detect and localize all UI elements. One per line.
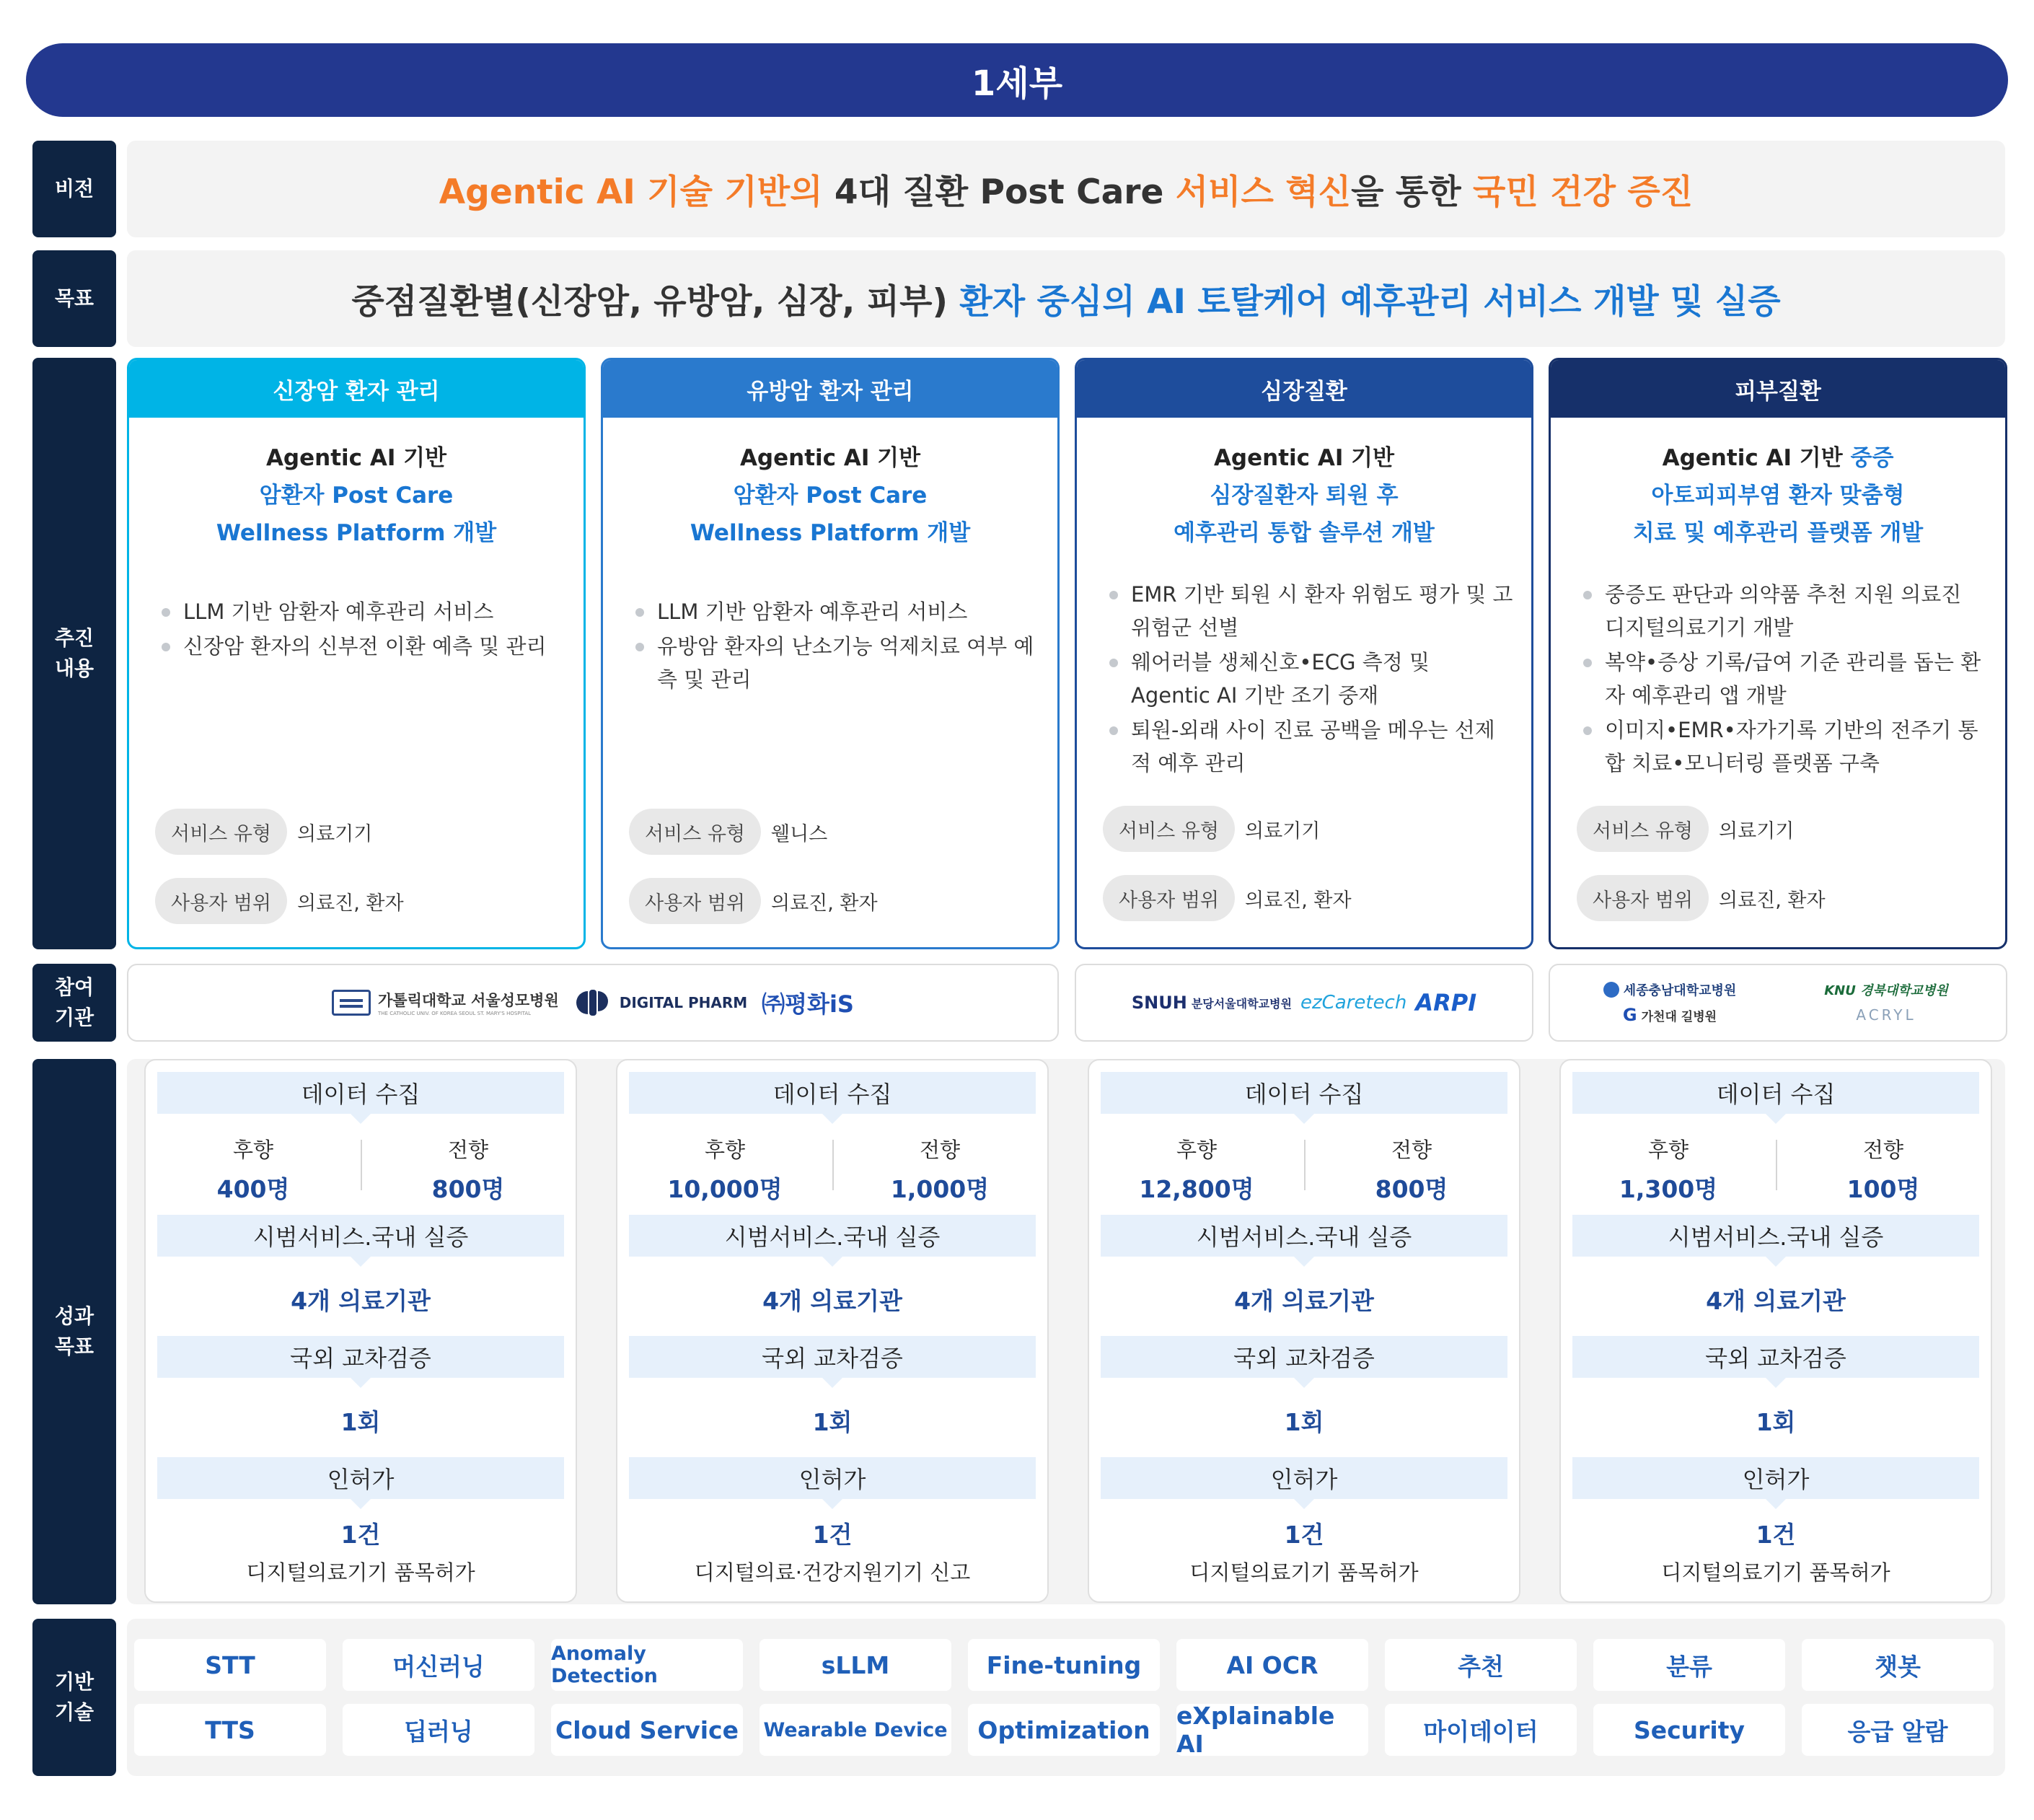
gachon-name: 가천대 길병원 xyxy=(1641,1009,1717,1024)
service-type-tag: 서비스 유형 xyxy=(629,809,761,855)
prospective-block xyxy=(832,1134,1047,1205)
card-title-line3: 예후관리 통합 솔루션 개발 xyxy=(1174,520,1435,546)
pilot-header: 시범서비스.국내 실증 xyxy=(1572,1215,1979,1257)
service-type-value: 웰니스 xyxy=(771,822,828,845)
cross-validation-header: 국외 교차검증 xyxy=(629,1336,1036,1378)
label-vision xyxy=(32,141,116,237)
service-type-row xyxy=(1103,806,1320,852)
vision-part-2: 4대 질환 Post Care xyxy=(822,172,1176,212)
user-scope-tag: 사용자 범위 xyxy=(1103,875,1235,921)
pyunghwa-logo xyxy=(762,986,854,1019)
card-title-line1: Agentic AI 기반 xyxy=(739,445,921,471)
card-title-line2: 아토피피부염 환자 맞춤형 xyxy=(1651,483,1905,509)
service-type-row xyxy=(629,809,827,855)
label-content xyxy=(32,358,116,949)
pilot-value: 4개 의료기관 xyxy=(762,1287,902,1315)
retrospective-label: 후향 xyxy=(1176,1138,1218,1162)
card-title-line1: Agentic AI 기반 xyxy=(265,445,447,471)
prospective-value: 1,000명 xyxy=(890,1175,990,1203)
vision-part-1: Agentic AI 기술 기반의 xyxy=(439,172,823,212)
bullet-item: LLM 기반 암환자 예후관리 서비스 xyxy=(633,595,1040,628)
prospective-value: 100명 xyxy=(1846,1175,1920,1203)
bullet-item: LLM 기반 암환자 예후관리 서비스 xyxy=(159,595,566,628)
pilot-value: 4개 의료기관 xyxy=(1234,1287,1374,1315)
digital-pharm-logo xyxy=(573,987,747,1019)
retrospective-block xyxy=(1561,1134,1776,1205)
tech-chip: AI OCR xyxy=(1176,1639,1368,1691)
label-content-line1: 추진 xyxy=(54,626,94,650)
card-header: 신장암 환자 관리 xyxy=(129,360,584,418)
card-title xyxy=(1077,439,1531,552)
card-title-line3: Wellness Platform 개발 xyxy=(216,520,497,546)
data-collection-header: 데이터 수집 xyxy=(157,1072,564,1114)
snuh-logo xyxy=(1132,993,1292,1013)
approval-value: 1건 xyxy=(1756,1521,1796,1549)
service-type-row xyxy=(1577,806,1794,852)
vision-part-3: 서비스 혁신 xyxy=(1175,172,1352,212)
prospective-value: 800명 xyxy=(431,1175,505,1203)
vision-part-4: 을 통한 xyxy=(1351,172,1474,212)
digital-pharm-icon xyxy=(573,987,615,1019)
data-collection-header: 데이터 수집 xyxy=(1101,1072,1507,1114)
retrospective-label: 후향 xyxy=(232,1138,274,1162)
approval-note: 디지털의료·건강지원기기 신고 xyxy=(694,1560,971,1585)
vision-banner xyxy=(127,141,2005,237)
retrospective-block xyxy=(146,1134,361,1205)
card-bullets xyxy=(159,595,566,664)
card-title xyxy=(603,439,1057,552)
catholic-subname: THE CATHOLIC UNIV. OF KOREA SEOUL ST. MARY'S HOSPITAL xyxy=(378,1011,532,1016)
snuh-mark: SNUH xyxy=(1131,993,1187,1013)
tech-chip: 챗봇 xyxy=(1802,1639,1994,1691)
user-scope-value: 의료진, 환자 xyxy=(1245,889,1352,912)
user-scope-tag: 사용자 범위 xyxy=(1577,875,1709,921)
tech-chip: Anomaly Detection xyxy=(551,1639,743,1691)
cross-validation-value: 1회 xyxy=(1756,1408,1796,1436)
catholic-emblem-icon xyxy=(332,990,371,1016)
retrospective-label: 후향 xyxy=(1647,1138,1689,1162)
approval-header: 인허가 xyxy=(629,1457,1036,1499)
goal-part-1: 중점질환별(신장암, 유방암, 심장, 피부) xyxy=(351,281,960,322)
catholic-logo xyxy=(332,989,559,1016)
tech-chip: Fine-tuning xyxy=(968,1639,1160,1691)
institutions-heart xyxy=(1075,964,1533,1042)
retrospective-label: 후향 xyxy=(704,1138,746,1162)
bullet-item: 웨어러블 생체신호•ECG 측정 및 Agentic AI 기반 조기 중재 xyxy=(1107,646,1514,712)
user-scope-row xyxy=(1577,875,1826,921)
card-bullets xyxy=(1107,578,1514,781)
service-type-tag: 서비스 유형 xyxy=(1577,806,1709,852)
tech-chip: 추천 xyxy=(1385,1639,1577,1691)
outcome-column xyxy=(1088,1059,1520,1603)
card-title xyxy=(129,439,584,552)
retrospective-block xyxy=(617,1134,832,1205)
arpi-logo xyxy=(1415,989,1476,1016)
user-scope-value: 의료진, 환자 xyxy=(297,892,404,915)
retrospective-value: 10,000명 xyxy=(667,1175,783,1203)
chungnam-name: 세종충남대학교병원 xyxy=(1623,983,1737,998)
cross-validation-header: 국외 교차검증 xyxy=(1101,1336,1507,1378)
outcome-column xyxy=(616,1059,1049,1603)
data-collection-header: 데이터 수집 xyxy=(629,1072,1036,1114)
title-bar xyxy=(26,43,2008,117)
snuh-name: 분당서울대학교병원 xyxy=(1191,996,1292,1011)
user-scope-row xyxy=(1103,875,1352,921)
bullet-item: 복약•증상 기록/급여 기준 관리를 돕는 환자 예후관리 앱 개발 xyxy=(1581,646,1988,712)
label-outcomes xyxy=(32,1059,116,1604)
prospective-block xyxy=(1776,1134,1991,1205)
outcome-column xyxy=(1559,1059,1992,1603)
card-heart xyxy=(1075,358,1533,949)
label-content-line2: 내용 xyxy=(54,656,94,680)
tech-chip: sLLM xyxy=(760,1639,951,1691)
user-scope-value: 의료진, 환자 xyxy=(771,892,878,915)
service-type-row xyxy=(155,809,372,855)
tech-chip: 응급 알람 xyxy=(1802,1704,1994,1756)
service-type-tag: 서비스 유형 xyxy=(1103,806,1235,852)
approval-header: 인허가 xyxy=(1101,1457,1507,1499)
page-title: 1세부 xyxy=(971,63,1063,104)
pilot-header: 시범서비스.국내 실증 xyxy=(1101,1215,1507,1257)
cross-validation-value: 1회 xyxy=(340,1408,381,1436)
goal-part-2: 환자 중심의 AI 토탈케어 예후관리 서비스 개발 및 실증 xyxy=(959,281,1781,322)
card-title-line1: Agentic AI 기반 xyxy=(1213,445,1395,471)
approval-value: 1건 xyxy=(812,1521,853,1549)
user-scope-tag: 사용자 범위 xyxy=(155,878,287,924)
approval-header: 인허가 xyxy=(1572,1457,1979,1499)
card-title-line3: 치료 및 예후관리 플랫폼 개발 xyxy=(1632,520,1924,546)
approval-value: 1건 xyxy=(1284,1521,1324,1549)
card-skin xyxy=(1549,358,2007,949)
approval-note: 디지털의료기기 품목허가 xyxy=(246,1560,475,1585)
approval-value: 1건 xyxy=(340,1521,381,1549)
tech-chip: TTS xyxy=(134,1704,326,1756)
prospective-block xyxy=(361,1134,576,1205)
bullet-item: 이미지•EMR•자가기록 기반의 전주기 통합 치료•모니터링 플랫폼 구축 xyxy=(1581,713,1988,780)
tech-chip: Cloud Service xyxy=(551,1704,743,1756)
card-title-line3: Wellness Platform 개발 xyxy=(690,520,971,546)
cross-validation-value: 1회 xyxy=(1284,1408,1324,1436)
tech-chip: Wearable Device xyxy=(760,1704,951,1756)
label-goal xyxy=(32,250,116,347)
bullet-item: 퇴원-외래 사이 진료 공백을 메우는 선제적 예후 관리 xyxy=(1107,713,1514,780)
user-scope-row xyxy=(155,878,404,924)
label-goal-text: 목표 xyxy=(54,286,94,310)
label-tech-line2: 기술 xyxy=(54,1700,94,1724)
card-header: 피부질환 xyxy=(1551,360,2005,418)
label-out-line2: 목표 xyxy=(54,1335,94,1358)
pilot-header: 시범서비스.국내 실증 xyxy=(629,1215,1036,1257)
vision-part-5: 국민 건강 증진 xyxy=(1473,172,1694,212)
pilot-header: 시범서비스.국내 실증 xyxy=(157,1215,564,1257)
approval-note: 디지털의료기기 품목허가 xyxy=(1661,1560,1890,1585)
card-bullets xyxy=(1581,578,1988,781)
bullet-item: 유방암 환자의 난소기능 억제치료 여부 예측 및 관리 xyxy=(633,630,1040,696)
chungnam-logo xyxy=(1562,980,1778,999)
label-inst-line1: 참여 xyxy=(54,975,94,999)
card-title-line1: Agentic AI 기반 xyxy=(1662,445,1843,471)
retrospective-value: 12,800명 xyxy=(1139,1175,1254,1203)
service-type-value: 의료기기 xyxy=(1719,819,1795,843)
tech-chip: eXplainable AI xyxy=(1176,1704,1368,1756)
card-bullets xyxy=(633,595,1040,698)
card-title-line2: 심장질환자 퇴원 후 xyxy=(1210,483,1399,509)
bullet-item: 중증도 판단과 의약품 추천 지원 의료진 디지털의료기기 개발 xyxy=(1581,578,1988,644)
card-header: 심장질환 xyxy=(1077,360,1531,418)
prospective-label: 전향 xyxy=(1391,1138,1432,1162)
tech-chip: 마이데이터 xyxy=(1385,1704,1577,1756)
gachon-emblem-icon: G xyxy=(1622,1005,1637,1025)
user-scope-value: 의료진, 환자 xyxy=(1719,889,1826,912)
institutions-skin xyxy=(1549,964,2007,1042)
label-institutions xyxy=(32,964,116,1042)
cross-validation-header: 국외 교차검증 xyxy=(1572,1336,1979,1378)
acryl-name: ACRYL xyxy=(1856,1006,1916,1024)
service-type-value: 의료기기 xyxy=(297,822,373,845)
prospective-value: 800명 xyxy=(1375,1175,1448,1203)
cross-validation-header: 국외 교차검증 xyxy=(157,1336,564,1378)
approval-header: 인허가 xyxy=(157,1457,564,1499)
service-type-tag: 서비스 유형 xyxy=(155,809,287,855)
digital-pharm-name: DIGITAL PHARM xyxy=(619,994,748,1011)
tech-chip: 딥러닝 xyxy=(343,1704,534,1756)
tech-chip: 분류 xyxy=(1593,1639,1785,1691)
tech-chip: Optimization xyxy=(968,1704,1160,1756)
ezcaretech-logo xyxy=(1300,992,1406,1014)
ezcaretech-name: ezCaretech xyxy=(1300,992,1407,1014)
prospective-block xyxy=(1304,1134,1519,1205)
label-tech xyxy=(32,1619,116,1776)
arpi-name: ARPI xyxy=(1415,989,1477,1016)
user-scope-row xyxy=(629,878,878,924)
chungnam-emblem-icon xyxy=(1603,982,1619,998)
data-collection-header: 데이터 수집 xyxy=(1572,1072,1979,1114)
pyunghwa-name: ㈜평화iS xyxy=(762,990,854,1018)
pilot-value: 4개 의료기관 xyxy=(1706,1287,1846,1315)
label-vision-text: 비전 xyxy=(54,177,94,201)
card-title-line2: 암환자 Post Care xyxy=(733,483,928,509)
goal-banner xyxy=(127,250,2005,347)
knu-logo xyxy=(1778,980,1994,999)
prospective-label: 전향 xyxy=(1862,1138,1904,1162)
tech-chip: Security xyxy=(1593,1704,1785,1756)
institutions-cancer xyxy=(127,964,1059,1042)
label-tech-line1: 기반 xyxy=(54,1670,94,1694)
gachon-logo xyxy=(1562,1005,1778,1025)
card-title-line1-highlight: 중증 xyxy=(1842,445,1894,471)
card-title-line2: 암환자 Post Care xyxy=(259,483,454,509)
bullet-item: EMR 기반 퇴원 시 환자 위험도 평가 및 고위험군 선별 xyxy=(1107,578,1514,644)
card-kidney xyxy=(127,358,586,949)
retrospective-value: 400명 xyxy=(216,1175,290,1203)
card-title xyxy=(1551,439,2005,552)
bullet-item: 신장암 환자의 신부전 이환 예측 및 관리 xyxy=(159,630,566,663)
user-scope-tag: 사용자 범위 xyxy=(629,878,761,924)
approval-note: 디지털의료기기 품목허가 xyxy=(1189,1560,1419,1585)
outcome-column xyxy=(144,1059,577,1603)
card-header: 유방암 환자 관리 xyxy=(603,360,1057,418)
catholic-name: 가톨릭대학교 서울성모병원 xyxy=(378,992,559,1009)
tech-chip: 머신러닝 xyxy=(343,1639,534,1691)
acryl-logo xyxy=(1778,1006,1994,1024)
retrospective-value: 1,300명 xyxy=(1619,1175,1718,1203)
prospective-label: 전향 xyxy=(919,1138,961,1162)
tech-chip: STT xyxy=(134,1639,326,1691)
service-type-value: 의료기기 xyxy=(1245,819,1321,843)
knu-name: KNU 경북대학교병원 xyxy=(1824,983,1948,998)
prospective-label: 전향 xyxy=(447,1138,489,1162)
pilot-value: 4개 의료기관 xyxy=(291,1287,431,1315)
label-out-line1: 성과 xyxy=(54,1304,94,1328)
retrospective-block xyxy=(1089,1134,1304,1205)
cross-validation-value: 1회 xyxy=(812,1408,853,1436)
card-breast xyxy=(601,358,1060,949)
label-inst-line2: 기관 xyxy=(54,1006,94,1029)
